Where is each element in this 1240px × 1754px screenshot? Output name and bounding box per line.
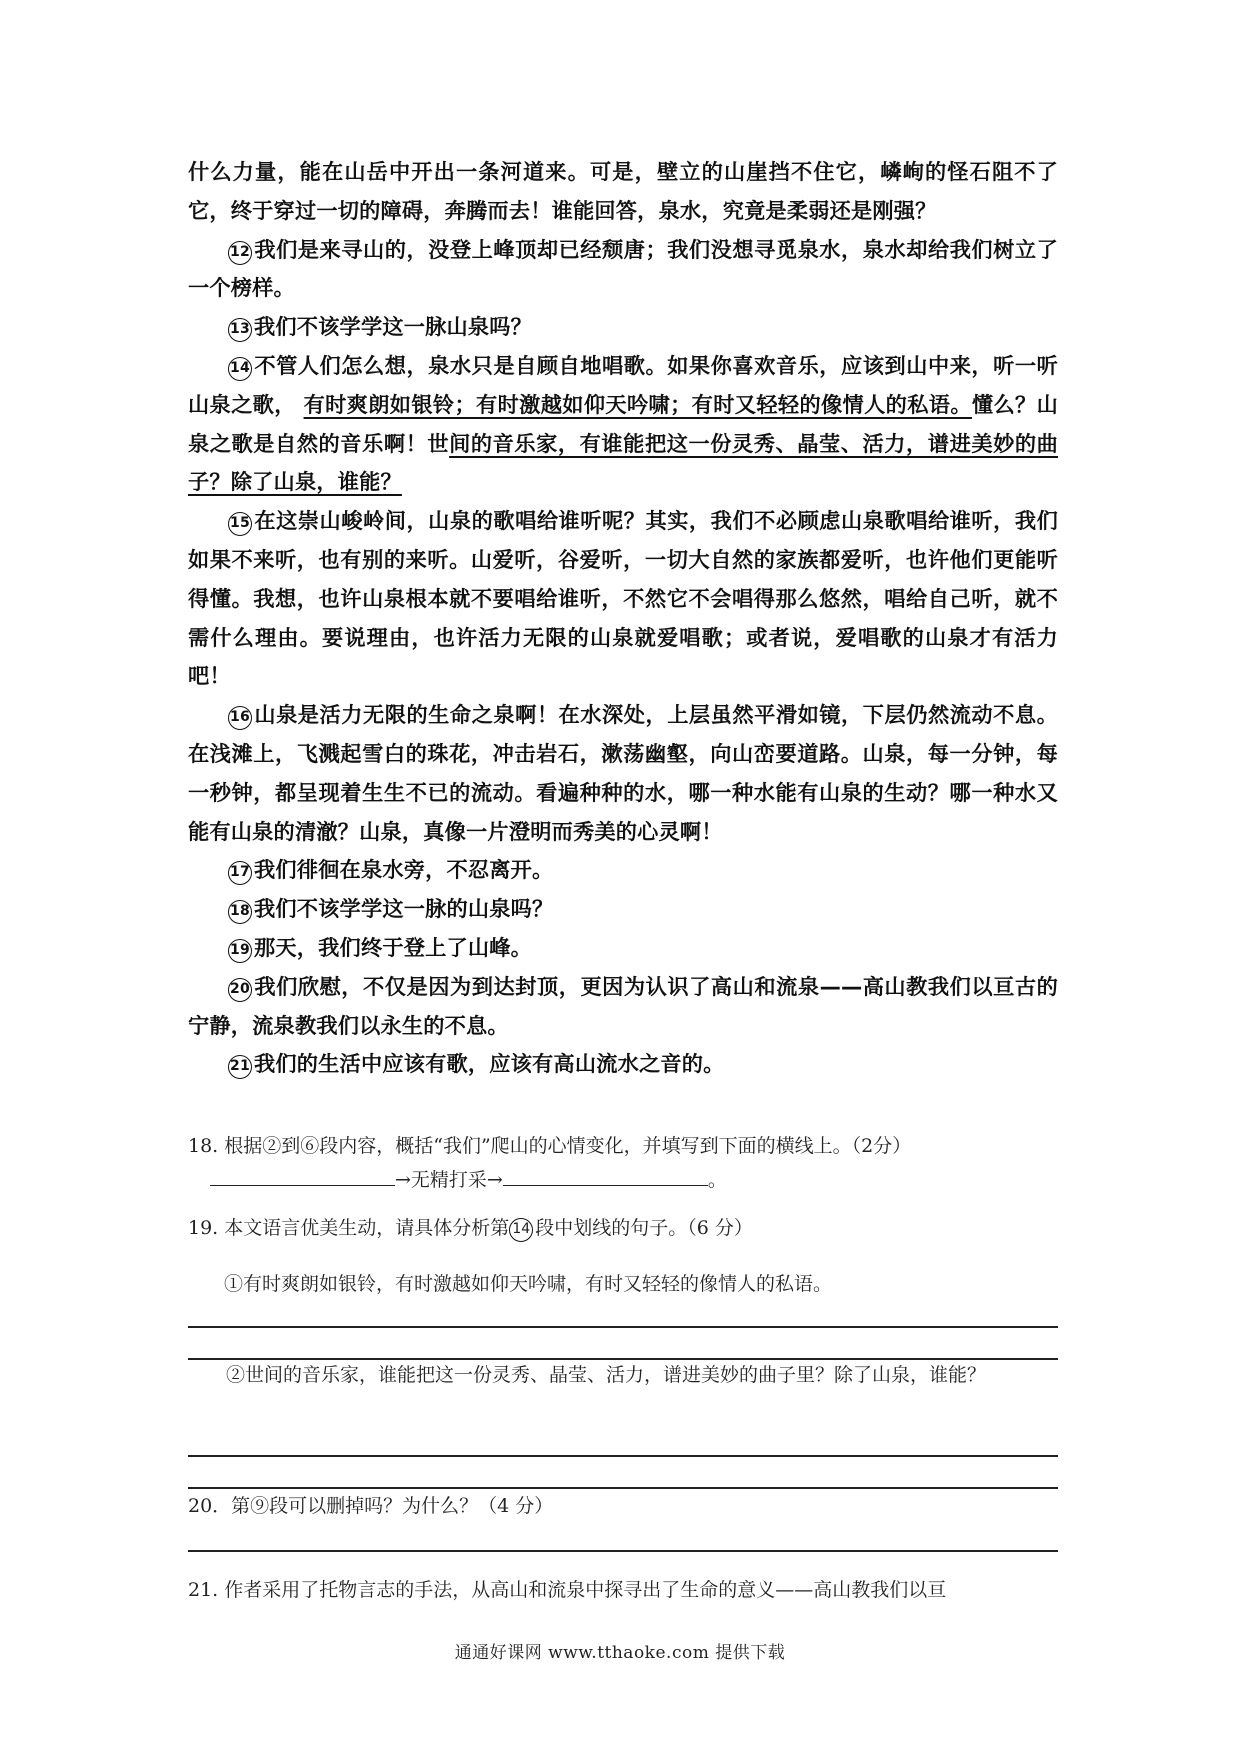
reading-passage [188,153,1058,1084]
paragraph-16 [188,696,1058,851]
paragraph-17-text: 我们徘徊在泉水旁，不忍离开。 [254,857,554,883]
paragraph-18 [188,890,1058,929]
answer-blank-18-1[interactable] [210,1163,395,1186]
paragraph-18-text: 我们不该学学这一脉的山泉吗？ [254,896,554,922]
underlined-sentence-2: 间的音乐家，有谁能把这一份灵秀、晶莹、活力，谱进美妙的曲子？除了山泉，谁能？ [188,430,1058,495]
paragraph-21-text: 我们的生活中应该有歌，应该有高山流水之音的。 [254,1051,725,1077]
paragraph-13 [188,308,1058,347]
question-18: 18. 根据②到⑥段内容，概括“我们”爬山的心情变化，并填写到下面的横线上。（2分） [188,1135,912,1157]
paragraph-12-text: 我们是来寻山的，没登上峰顶却已经颓唐；我们没想寻觅泉水，泉水却给我们树立了一个榜样。 [188,236,1058,301]
question-19-item-2: ②世间的音乐家，谁能把这一份灵秀、晶莹、活力，谱进美妙的曲子里？除了山泉，谁能？ [226,1364,987,1386]
paragraph-number-13: 13 [228,318,252,342]
paragraph-15 [188,502,1058,696]
question-20: 20．第⑨段可以删掉吗？为什么？（4 分） [188,1495,554,1517]
question-18-answer-row [188,1163,1058,1196]
paragraph-number-14: 14 [228,357,252,381]
paragraph-19 [188,929,1058,968]
underlined-sentence-1: 有时爽朗如银铃；有时激越如仰天吟啸；有时又轻轻的像情人的私语。 [303,391,972,417]
question-19-prefix: 19. 本文语言优美生动，请具体分析第 [188,1217,510,1239]
paragraph-14-text-a: 不管人们怎么想，泉水只是自顾自地唱歌。如果你喜欢音乐，应该到山中来，听一听山泉之歌， [188,352,1058,417]
question-18-middle: →无精打采→ [395,1169,503,1191]
paragraph-20 [188,968,1058,1046]
paragraph-14-text-b: 懂么？山泉之歌是自然的音乐啊！世 [188,391,1058,456]
paragraph-number-15: 15 [228,512,252,536]
answer-line-20[interactable] [188,1550,1058,1552]
paragraph-15-text: 在这崇山峻岭间，山泉的歌唱给谁听呢？其实，我们不必顾虑山泉歌唱给谁听，我们如果不来听，也有别的来听。山爱听，谷爱听，一切大自然的家族都爱听，也许他们更能听得懂。我想，也许山泉根本就不要唱给谁听，不然它不会唱得那么悠然，唱给自己听，就不需什么理由。要说理由，也许活力无限的山泉就爱唱歌；或者说，爱唱歌的山泉才有活力吧！ [188,508,1058,689]
paragraph-11-continued: 什么力量，能在山岳中开出一条河道来。可是，壁立的山崖挡不住它，嶙峋的怪石阻不了它，终于穿过一切的障碍，奔腾而去！谁能回答，泉水，究竟是柔弱还是刚强？ [188,159,1058,223]
question-21: 21. 作者采用了托物言志的手法，从高山和流泉中探寻出了生命的意义——高山教我们以亘 [188,1579,947,1601]
answer-blank-18-2[interactable] [503,1163,708,1186]
paragraph-17 [188,851,1058,890]
paragraph-number-12: 12 [228,241,252,265]
paragraph-13-text: 我们不该学学这一脉山泉吗？ [254,314,533,340]
paragraph-number-21: 21 [228,1055,252,1079]
paragraph-number-17: 17 [228,861,252,885]
paragraph-number-16: 16 [228,706,252,730]
paragraph-number-19: 19 [228,939,252,963]
paragraph-20-text: 我们欣慰，不仅是因为到达封顶，更因为认识了高山和流泉——高山教我们以亘古的宁静，流泉教我们以永生的不息。 [188,973,1058,1038]
page-footer: 通通好课网 www.tthaoke.com 提供下载 [454,1643,786,1663]
question-19-paragraph-ref: 14 [509,1218,533,1242]
answer-line-19-2b[interactable] [188,1487,1058,1489]
question-19-item-1: ①有时爽朗如银铃，有时激越如仰天吟啸，有时又轻轻的像情人的私语。 [224,1273,833,1295]
paragraph-16-text: 山泉是活力无限的生命之泉啊！在水深处，上层虽然平滑如镜，下层仍然流动不息。在浅滩上，飞溅起雪白的珠花，冲击岩石，漱荡幽壑，向山峦要道路。山泉，每一分钟，每一秒钟，都呈现着生生不已的流动。看遍种种的水，哪一种水能有山泉的生动？哪一种水又能有山泉的清澈？山泉，真像一片澄明而秀美的心灵啊！ [188,702,1058,844]
question-19-suffix: 段中划线的句子。（6 分） [535,1217,753,1239]
paragraph-number-18: 18 [228,900,252,924]
question-19 [188,1212,1058,1244]
paragraph-21 [188,1045,1058,1084]
paragraph-19-text: 那天，我们终于登上了山峰。 [254,934,533,960]
answer-line-19-2a[interactable] [188,1455,1058,1457]
paragraph-number-20: 20 [228,978,252,1002]
paragraph-12 [188,231,1058,309]
paragraph-14 [188,347,1058,502]
question-18-end: 。 [707,1169,727,1191]
answer-line-19-1a[interactable] [188,1326,1058,1328]
